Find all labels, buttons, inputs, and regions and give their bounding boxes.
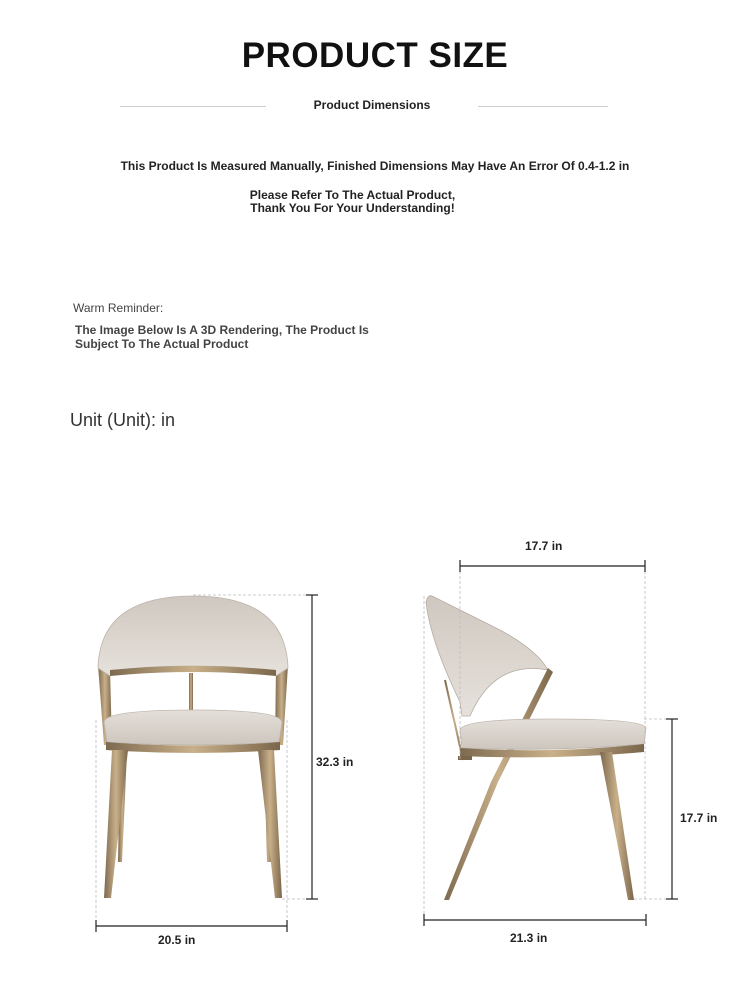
front-height-dimension-line <box>306 595 318 899</box>
refer-line-2: Thank You For Your Understanding! <box>250 201 455 215</box>
front-chair-image <box>98 596 288 898</box>
reminder-line-1: The Image Below Is A 3D Rendering, The Product Is <box>75 323 369 337</box>
unit-label: Unit (Unit): in <box>70 410 176 430</box>
reminder-title: Warm Reminder: <box>73 301 164 315</box>
side-depth-bottom-label: 21.3 in <box>510 931 548 945</box>
front-width-dimension-line <box>96 920 287 932</box>
measurement-notice: This Product Is Measured Manually, Finished Dimensions May Have An Error Of 0.4-1.2 in <box>120 159 630 173</box>
side-depth-bottom-dimension-line <box>424 914 646 926</box>
front-width-label: 20.5 in <box>158 933 196 947</box>
side-seat-height-label: 17.7 in <box>680 811 718 825</box>
side-depth-top-dimension-line <box>460 560 645 572</box>
page-title: PRODUCT SIZE <box>241 36 509 75</box>
side-seat-height-dimension-line <box>666 719 678 899</box>
side-depth-top-label: 17.7 in <box>525 539 563 553</box>
side-chair-image <box>426 596 646 900</box>
section-subtitle: Product Dimensions <box>313 98 431 112</box>
refer-line-1: Please Refer To The Actual Product, <box>249 188 456 202</box>
reminder-line-2: Subject To The Actual Product <box>75 337 249 351</box>
front-height-label: 32.3 in <box>316 755 354 769</box>
